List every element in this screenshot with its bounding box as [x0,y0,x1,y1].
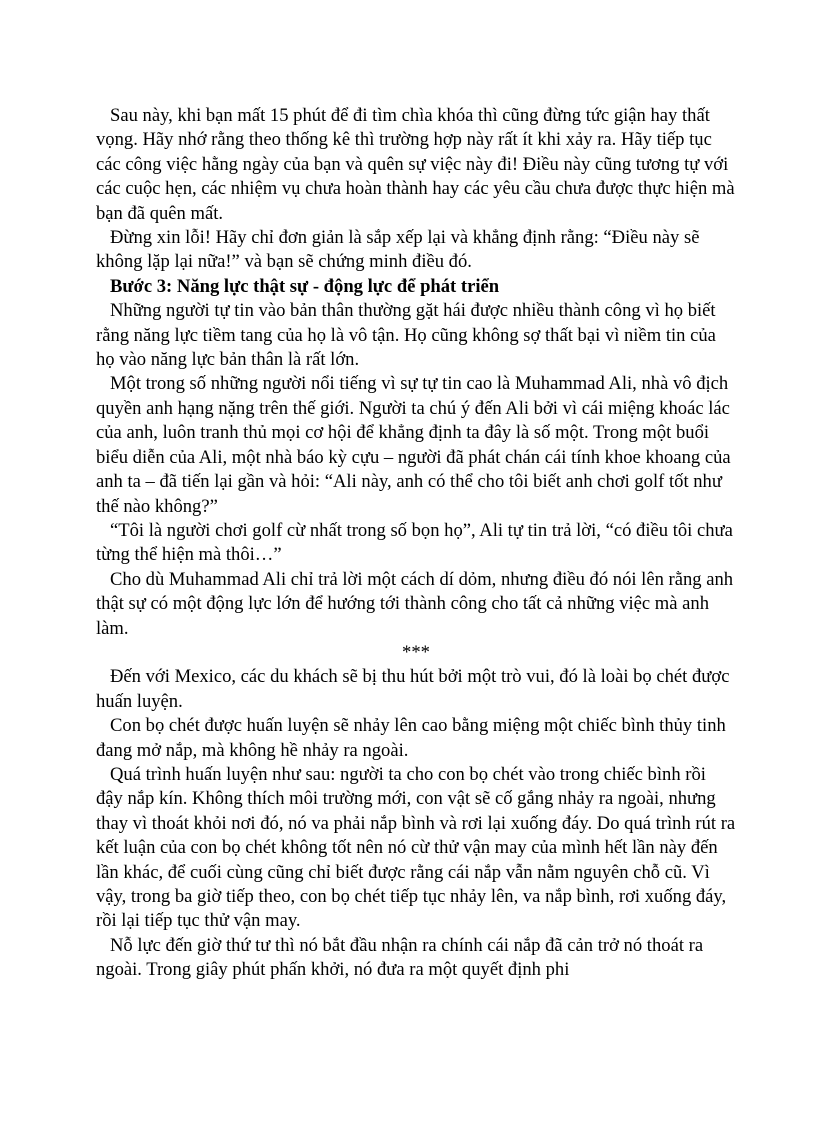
paragraph: Quá trình huấn luyện như sau: người ta cho con bọ chét vào trong chiếc bình rồi đậy nắp kín. Không thích môi trường mới, con vật sẽ cố gắng nhảy ra ngoài, nhưng thay vì thoát khỏi nơi đó, nó va phải nắp bình và rơi lại xuống đáy. Do quá trình rút ra kết luận của con bọ chét không tốt nên nó cừ thử vận may của mình hết lần này đến lần khác, để cuối cùng cũng chỉ biết được rằng cái nắp vẫn nằm nguyên chỗ cũ. Vì vậy, trong ba giờ tiếp theo, con bọ chét tiếp tục nhảy lên, va nắp bình, rơi xuống đáy, rồi lại tiếp tục thử vận may. [96,763,736,932]
document-page [96,104,736,983]
paragraph: “Tôi là người chơi golf cừ nhất trong số bọn họ”, Ali tự tin trả lời, “có điều tôi chưa từng thể hiện mà thôi…” [96,519,733,566]
paragraph: Cho dù Muhammad Ali chỉ trả lời một cách dí dỏm, nhưng điều đó nói lên rằng anh thật sự có một động lực lớn để hướng tới thành công cho tất cả những việc mà anh làm. [96,568,734,639]
paragraph: Một trong số những người nổi tiếng vì sự tự tin cao là Muhammad Ali, nhà vô địch quyền anh hạng nặng trên thế giới. Người ta chú ý đến Ali bởi vì cái miệng khoác lác của anh, luôn tranh thủ mọi cơ hội để khẳng định ta đây là số một. Trong một buổi biểu diễn của Ali, một nhà báo kỳ cựu – người đã phát chán cái tính khoe khoang của anh ta – đã tiến lại gần và hỏi: “Ali này, anh có thể cho tôi biết anh chơi golf tốt như thế nào không?” [96,373,731,517]
paragraph: Đến với Mexico, các du khách sẽ bị thu hút bởi một trò vui, đó là loài bọ chét được huấn luyện. [96,666,730,712]
paragraph: Nỗ lực đến giờ thứ tư thì nó bắt đầu nhận ra chính cái nắp đã cản trở nó thoát ra ngoài. Trong giây phút phấn khởi, nó đưa ra một quyết định phi [96,934,704,981]
paragraph: Sau này, khi bạn mất 15 phút để đi tìm chìa khóa thì cũng đừng tức giận hay thất vọng. Hãy nhớ rằng theo thống kê thì trường hợp này rất ít khi xảy ra. Hãy tiếp tục các công việc hằng ngày của bạn và quên sự việc này đi! Điều này cũng tương tự với các cuộc hẹn, các nhiệm vụ chưa hoàn thành hay các yêu cầu chưa được thực hiện mà bạn đã quên mất. [96,105,735,224]
paragraph: Đừng xin lỗi! Hãy chỉ đơn giản là sắp xếp lại và khẳng định rằng: “Điều này sẽ không lặp lại nữa!” và bạn sẽ chứng minh điều đó. [96,227,700,273]
section-separator: *** [402,641,430,663]
paragraph: Con bọ chét được huấn luyện sẽ nhảy lên cao bằng miệng một chiếc bình thủy tinh đang mở nắp, mà không hề nhảy ra ngoài. [96,715,726,761]
paragraph: Những người tự tin vào bản thân thường gặt hái được nhiều thành công vì họ biết rằng năng lực tiềm tang của họ là vô tận. Họ cũng không sợ thất bại vì niềm tin của họ vào năng lực bản thân là rất lớn. [96,300,716,371]
section-heading: Bước 3: Năng lực thật sự - động lực để phát triển [110,275,500,297]
